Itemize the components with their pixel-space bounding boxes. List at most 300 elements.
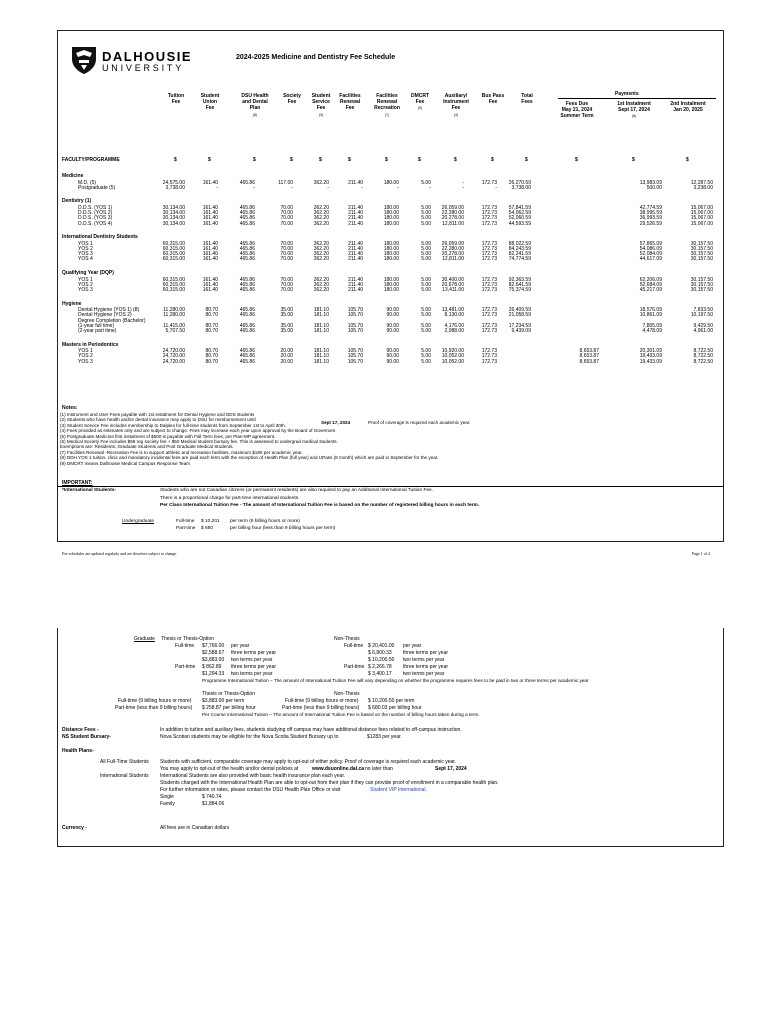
fee-cell: 465.86 [239, 312, 255, 319]
fee-cell: 465.86 [239, 179, 255, 186]
non-ft-label: Full-time [344, 643, 364, 649]
fee-cell: 70.00 [280, 215, 293, 222]
non-ft-amt-2: $ 10,200.50 [368, 657, 395, 663]
student-vip-link[interactable]: Student VIP International. [370, 787, 427, 793]
all-ft-line-2a: You may apply to opt-out of the health and/or dental policies at [160, 766, 299, 772]
fee-cell: 105.70 [347, 322, 363, 329]
intl-students-label: *International Students- [62, 488, 117, 493]
row-label: (2-year part time) [78, 327, 117, 334]
column-header-line: and Dental [242, 99, 268, 106]
column-header-line: Union [202, 99, 218, 106]
fee-cell: 465.86 [239, 348, 255, 355]
single-amount: $ 740.74 [202, 794, 222, 800]
fee-cell: 180.00 [383, 256, 399, 263]
fee-cell: 11,280.00 [163, 312, 185, 319]
fee-cell: 20.00 [280, 348, 293, 355]
fee-cell: 90.00 [386, 327, 399, 334]
fee-cell: 15,067.00 [690, 220, 713, 227]
fee-cell: 20,678.00 [441, 281, 464, 288]
pt9-amount: $ 258.87 per billing hour [202, 705, 256, 711]
fee-cell: 4,176.00 [444, 322, 464, 329]
thesis-pt-amt-0: $ 862.89 [202, 664, 222, 670]
section-title: Masters in Periodontics [62, 341, 119, 348]
fee-cell: 90.00 [386, 348, 399, 355]
fee-cell: 70.00 [280, 240, 293, 247]
fee-cell: 15,067.00 [690, 204, 713, 211]
fee-cell: 172.73 [481, 251, 497, 258]
all-ft-deadline: Sept 17, 2024 [435, 766, 467, 772]
fee-cell: 82,241.59 [508, 251, 531, 258]
nt-ft9-label: Full-time (9 billing hours or more) [285, 698, 359, 704]
fee-cell: 172.73 [481, 307, 497, 314]
fee-cell: - [216, 184, 218, 191]
row-label: YOS 1 [78, 276, 93, 283]
pt9-label: Part-time (less than 9 billing hours) [115, 705, 193, 711]
fee-cell: 82,641.59 [508, 281, 531, 288]
column-header-line: Plan [249, 105, 261, 112]
fee-cell: 161.40 [202, 210, 218, 217]
fee-cell: 161.40 [202, 240, 218, 247]
fee-cell: 180.00 [383, 220, 399, 227]
ft9-amount: $3,883.00 per term [202, 698, 245, 704]
column-header-line: 2nd Instalment [670, 101, 706, 107]
nt-pt9-label: Part-time (less than 9 billing hours) [282, 705, 360, 711]
fee-cell: 90.00 [386, 312, 399, 319]
fee-cell: 20,301.09 [639, 348, 662, 355]
column-header-line: Fee [171, 99, 181, 106]
fee-cell: 26,409.59 [508, 307, 531, 314]
fee-cell: 29,526.59 [639, 220, 662, 227]
row-label: YOS 3 [78, 251, 93, 258]
fee-cell: 22,280.00 [441, 210, 464, 217]
intl-line-1: Students who are not Canadian citizens (or permanent residents) are also required to pay an Additional International Tuition Fee. [160, 488, 434, 493]
fee-cell: 180.00 [383, 215, 399, 222]
thesis-pt-label: Part-time [175, 664, 196, 670]
fee-cell: 172.73 [481, 312, 497, 319]
column-header-line: Facilities [376, 93, 398, 99]
payments-header: Payments [615, 91, 639, 97]
fee-cell: - [495, 184, 497, 191]
fee-cell: 30,134.00 [162, 204, 185, 211]
fee-cell: 105.70 [347, 327, 363, 334]
fee-cell: - [253, 184, 255, 191]
fee-cell: 90.00 [386, 322, 399, 329]
currency-text: All fees are in Canadian dollars [160, 825, 230, 831]
fee-cell: 24,575.00 [162, 179, 185, 186]
dollar-sign-8: $ [454, 157, 457, 163]
fee-cell: 172.73 [481, 220, 497, 227]
note-line: (6) Medical Society Fee includes $59 reg society fee + $50 Medical student bursary fee. This is assessed to undergrad medical students. [60, 439, 338, 444]
fee-cell: 5,707.50 [165, 327, 185, 334]
fee-cell: 20.00 [280, 358, 293, 365]
fee-cell: 5.00 [421, 358, 431, 365]
fee-cell: 44,593.59 [508, 220, 531, 227]
non-ft-desc-0: per year [403, 643, 422, 649]
fee-cell: 11,280.00 [163, 307, 185, 314]
fee-cell: 5.00 [421, 276, 431, 283]
fee-cell: 465.86 [239, 256, 255, 263]
fee-cell: 172.73 [481, 210, 497, 217]
dsu-online-link[interactable]: www.dsuonline.dal.ca [312, 766, 365, 772]
fee-cell: 161.40 [202, 256, 218, 263]
fee-cell: 30,157.50 [690, 240, 713, 247]
row-label: D.D.S. (YOS 1) [78, 204, 113, 211]
fee-cell: 92,363.59 [508, 276, 531, 283]
column-header-line: Fees [521, 99, 533, 106]
fee-cell: 8,653.87 [579, 358, 599, 365]
fee-cell: - [397, 184, 399, 191]
fee-cell: 44,617.09 [639, 256, 662, 263]
fee-cell: 161.40 [202, 220, 218, 227]
undergrad-label: Undergraduate [122, 519, 155, 524]
row-label: YOS 1 [78, 348, 93, 355]
row-label: YOS 4 [78, 256, 93, 263]
fee-cell: 36,993.59 [639, 215, 662, 222]
fee-cell: 70.00 [280, 245, 293, 252]
fee-cell: 9,429.50 [693, 322, 713, 329]
fee-cell: 362.20 [313, 204, 329, 211]
ns-bursary-text: Nova Scotian students may be eligible for the Nova Scotia Student Bursary up to [160, 734, 339, 740]
footer-disclaimer: Fee schedules are updated regularly and are therefore subject to change. [62, 551, 178, 556]
fee-cell: 172.73 [481, 281, 497, 288]
thesis-ft-amt-0: $7,766.00 [202, 643, 225, 649]
intl-line-3: Per Class International Tuition Fee - The amount of International Tuition Fee is based on the number of registered billing hours in each term. [160, 503, 480, 508]
fee-cell: 172.73 [481, 245, 497, 252]
column-header-line: Instrument [443, 99, 469, 106]
fee-cell: 362.20 [313, 240, 329, 247]
section-title: Hygiene [62, 300, 82, 307]
row-label: M.D. (5) [78, 179, 97, 186]
fee-cell: 211.40 [348, 276, 363, 283]
fee-cell: 19,433.09 [639, 358, 662, 365]
important-divider [58, 486, 723, 487]
dollar-sign-2: $ [253, 157, 256, 163]
ft9-label: Full-time (9 billing hours or more) [118, 698, 192, 704]
fee-cell: 45,217.09 [639, 286, 662, 293]
fee-cell: 161.40 [202, 286, 218, 293]
non-pt-desc-0: three terms per year [403, 664, 449, 670]
dollar-sign-4: $ [319, 157, 322, 163]
fee-cell: 5.00 [421, 179, 431, 186]
fee-cell: 5.00 [421, 327, 431, 334]
fee-cell: 362.20 [313, 281, 329, 288]
row-label: (1-year full time) [78, 322, 115, 329]
fee-cell: 26,059.00 [441, 240, 464, 247]
fee-cell: 465.86 [239, 251, 255, 258]
note-line: (3) Student Service Fee includes membership to Dalplex for full-time students from September 1st to April 30th. [60, 422, 286, 428]
fee-cell: 24,720.00 [162, 358, 185, 365]
row-label: YOS 1 [78, 240, 93, 247]
fee-cell: 5.00 [421, 220, 431, 227]
fee-cell: 172.73 [481, 358, 497, 365]
undergrad-ft-amount: $ 10,201 [201, 519, 220, 524]
fee-cell: 30,400.00 [441, 276, 464, 283]
fee-cell: 211.40 [348, 220, 363, 227]
family-label: Family [160, 801, 175, 807]
fee-cell: 80.70 [205, 327, 218, 334]
fee-cell: 60,315.00 [162, 256, 185, 263]
fee-cell: 13,411.00 [442, 286, 464, 293]
fee-cell: 172.73 [481, 348, 497, 355]
fee-cell: 12,811.00 [442, 220, 464, 227]
fee-schedule-page-2 [57, 628, 724, 847]
fee-cell: 80.70 [205, 312, 218, 319]
nt-pt9-amount: $ 680.03 per billing hour [368, 705, 422, 711]
column-header-line: Recreation [374, 105, 400, 112]
fee-cell: 9,439.09 [511, 327, 531, 334]
fee-cell: 26,059.00 [441, 204, 464, 211]
fee-cell: 5.00 [421, 204, 431, 211]
fee-cell: 17,234.59 [508, 322, 531, 329]
fee-cell: 211.40 [348, 256, 363, 263]
fee-cell: 161.40 [202, 245, 218, 252]
undergrad-pt-amount: $ 680 [201, 526, 214, 531]
non-ft-desc-2: two terms per year [403, 657, 445, 663]
fee-cell: 172.73 [481, 204, 497, 211]
all-ft-students-label: All Full-Time Students [100, 759, 149, 765]
fee-cell: 70.00 [280, 286, 293, 293]
section-title: International Dentistry Students [62, 234, 138, 241]
column-header-line: Total [521, 93, 533, 99]
faculty-header: FACULTY/PROGRAMME [62, 157, 120, 163]
fee-cell: 74,774.59 [508, 256, 531, 263]
payments-underline [558, 98, 716, 99]
note2-date: Sept 17, 2024 [321, 420, 351, 425]
fee-cell: 5.00 [421, 240, 431, 247]
intl-students-label-2: International Students [100, 773, 149, 779]
all-ft-line-1: Students with sufficient, comparable coverage may apply to opt-out of either policy. Proof of coverage is required each academic year. [160, 759, 457, 765]
dollar-sign-0: $ [174, 157, 177, 163]
fee-cell: 30,157.50 [690, 245, 713, 252]
column-header-note: (4) [453, 112, 459, 117]
column-header-note: (3) [318, 112, 324, 117]
fee-cell: 161.40 [202, 276, 218, 283]
non-pt-amt-1: $ 3,400.17 [368, 671, 392, 677]
fee-cell: 105.70 [347, 307, 363, 314]
fee-cell: 465.86 [239, 276, 255, 283]
fee-cell: 80.70 [205, 348, 218, 355]
fee-cell: 180.00 [383, 286, 399, 293]
column-header-line: Fee [488, 99, 498, 106]
fee-cell: 4,961.00 [693, 327, 713, 334]
row-label: YOS 3 [78, 358, 93, 365]
section-title: Medicine [62, 173, 84, 179]
note-line: (4) Fees provided as estimates only and are subject to change. Fees may increase each year upon approval by the Board of Governors [60, 428, 336, 434]
column-header-13 [662, 101, 714, 113]
fee-cell: 30,157.50 [690, 286, 713, 293]
fee-cell: 465.86 [239, 281, 255, 288]
fee-cell: 2,088.00 [444, 327, 464, 334]
fee-cell: 5.00 [421, 281, 431, 288]
fee-cell: 10,861.09 [639, 312, 662, 319]
thesis-ft-desc-1: three terms per year [231, 650, 277, 656]
fee-cell: 24,720.00 [162, 348, 185, 355]
intl-health-line-1: International Students are also provided with basic health insurance plan each year. [160, 773, 346, 779]
fee-cell: 465.86 [239, 245, 255, 252]
intl-health-line-2: Students charged with the International Health Plan are able to opt-out from their plan if they can provide proof of enrollment in a comparable health plan. [160, 780, 499, 786]
fee-cell: 7,833.50 [693, 307, 713, 314]
fee-schedule-page-1 [57, 30, 724, 542]
fee-cell: 180.00 [383, 276, 399, 283]
fee-cell: 57,865.09 [639, 240, 662, 247]
fee-cell: - [462, 179, 464, 186]
fee-cell: 15,067.00 [690, 215, 713, 222]
fee-cell: 3,738.00 [511, 184, 531, 191]
fee-cell: 362.20 [313, 215, 329, 222]
dollar-sign-10: $ [525, 157, 528, 163]
fee-cell: 181.10 [313, 353, 329, 360]
fee-cell: 465.86 [239, 307, 255, 314]
fee-cell: 5.00 [421, 256, 431, 263]
fee-cell: 52,060.59 [508, 215, 531, 222]
fee-cell: 30,157.50 [690, 256, 713, 263]
column-header-line: Fees Due [565, 101, 589, 107]
column-header-note: (8) [252, 112, 258, 117]
fee-cell: 35.00 [280, 327, 293, 334]
health-plans-label: Health Plans- [62, 748, 94, 754]
footer-page-number: Page 1 of 2 [692, 551, 711, 556]
fee-cell: - [361, 184, 363, 191]
logo-wordmark: DALHOUSIE [102, 49, 193, 64]
fee-cell: 60,315.00 [162, 281, 185, 288]
note-line: (2) Students who have health and/or dental insurance may apply to DSU for reimbursement until [60, 417, 256, 423]
fee-cell: 362.20 [313, 220, 329, 227]
fee-cell: 5.00 [421, 353, 431, 360]
fee-cell: 60,315.00 [162, 251, 185, 258]
row-label: Dental Hygiene (YOS 1) (8) [78, 307, 140, 314]
dalhousie-shield-icon [70, 45, 98, 75]
thesis-ft-desc-2: two terms per year [231, 657, 273, 663]
thesis-ft-label: Full-time [175, 643, 195, 649]
undergrad-ft-desc: per term (9 billing hours or more) [230, 519, 300, 524]
non-pt-desc-1: two terms per year [403, 671, 445, 677]
section-title: Qualifying Year (DQP) [62, 270, 114, 276]
fee-cell: 7,805.09 [642, 322, 662, 329]
note-line: (7) Facilities Renewal -Recreation Fee is to support athletic and recreation facilities, maximum $180 per academic year. [60, 449, 303, 455]
undergrad-ft-label: Full-time [176, 519, 195, 524]
fee-cell: 70.00 [280, 204, 293, 211]
thesis-option-label-2: Thesis or Thesis-Option [202, 691, 255, 697]
dollar-sign-7: $ [418, 157, 421, 163]
fee-cell: 75,374.59 [508, 286, 531, 293]
dollar-sign-12: $ [632, 157, 635, 163]
fee-cell: 8,722.50 [693, 353, 713, 360]
column-header-line: Sept 17, 2024 [618, 107, 650, 114]
fee-cell: 105.70 [347, 312, 363, 319]
thesis-pt-desc-1: two terms per year [231, 671, 273, 677]
column-header-11 [551, 101, 603, 120]
non-pt-amt-0: $ 2,266.78 [368, 664, 392, 670]
column-header-line: Tuition [167, 93, 185, 99]
fee-cell: 52,084.09 [639, 251, 662, 258]
note2-extra: Proof of coverage is required each academic year. [368, 420, 471, 425]
fee-cell: 105.70 [347, 353, 363, 360]
intl-health-line-3: For further information or rates, please contact the DSU Health Plan Office or visit [160, 787, 341, 793]
dollar-sign-6: $ [385, 157, 388, 163]
intl-line-2: There is a proportional charge for part-time international students. [160, 496, 300, 501]
single-label: Single [160, 794, 174, 800]
non-ft-desc-1: three terms per year [403, 650, 449, 656]
fee-cell: 5.00 [421, 307, 431, 314]
note-line: (9) DMCRT means Dalhousie Medical Campus Response Team [60, 460, 190, 466]
fee-cell: 362.20 [313, 276, 329, 283]
fee-cell: 5.00 [421, 210, 431, 217]
fee-cell: 362.20 [313, 179, 329, 186]
fee-cell: 465.86 [239, 286, 255, 293]
row-label: D.D.S. (YOS 3) [78, 215, 113, 222]
column-header-line: Fee [316, 105, 326, 112]
thesis-option-label: Thesis or Thesis-Option [161, 636, 214, 642]
thesis-ft-desc-0: per year [231, 643, 250, 649]
fee-cell: 30,157.50 [690, 251, 713, 258]
fee-cell: 211.40 [348, 210, 363, 217]
fee-cell: 465.86 [239, 353, 255, 360]
row-label: YOS 2 [78, 281, 93, 288]
column-header-line: Jan 20, 2025 [673, 107, 703, 114]
fee-cell: 10,052.00 [441, 358, 464, 365]
column-header-line: Fee [415, 99, 425, 106]
fee-cell: 30,134.00 [162, 215, 185, 222]
fee-cell: 180.00 [383, 179, 399, 186]
section-title: Dentistry (1) [62, 198, 92, 205]
ns-bursary-amount: $1283 per year. [367, 734, 402, 740]
fee-cell: 161.40 [202, 215, 218, 222]
fee-cell: 362.20 [313, 256, 329, 263]
column-header-line: Fee [205, 105, 215, 112]
page-title: 2024-2025 Medicine and Dentistry Fee Schedule [236, 54, 396, 61]
fee-cell: 5.00 [421, 215, 431, 222]
fee-cell: 88,022.59 [508, 240, 531, 247]
fee-cell: 21,058.59 [508, 312, 531, 319]
fee-cell: 57,841.59 [508, 204, 531, 211]
thesis-ft-amt-1: $2,588.67 [202, 650, 225, 656]
fee-cell: 181.10 [313, 307, 329, 314]
fee-cell: - [462, 184, 464, 191]
important-label: IMPORTANT: [62, 480, 93, 486]
fee-cell: 84,243.59 [508, 245, 531, 252]
non-thesis-label-2: Non-Thesis [334, 691, 360, 697]
fee-cell: 35.00 [280, 312, 293, 319]
fee-cell: 42,774.59 [639, 204, 662, 211]
fee-cell: 13,481.00 [441, 307, 464, 314]
thesis-ft-amt-2: $3,883.00 [202, 657, 225, 663]
fee-cell: 465.86 [239, 204, 255, 211]
fee-cell: 211.40 [348, 281, 363, 288]
distance-fees-text: In addition to tuition and auxiliary fees, students studying off campus may have additional distance fees related to off-campus instruction. [160, 727, 462, 733]
row-label: Degree Completion (Bachelor) [78, 317, 146, 324]
fee-cell: 180.00 [383, 245, 399, 252]
fee-cell: 35.00 [280, 322, 293, 329]
note-line: (5) Postgraduate Medicine first instalment of $500 is payable with Fall Term fees, per Plan-MP agreement. [60, 433, 276, 439]
fee-cell: 362.20 [313, 286, 329, 293]
fee-cell: 24,720.00 [162, 353, 185, 360]
fee-cell: 8,653.87 [579, 353, 599, 360]
column-header-line: Auxiliary/ [444, 93, 468, 99]
column-header-note: (7) [384, 112, 390, 117]
fee-cell: 8,653.87 [579, 348, 599, 355]
thesis-pt-desc-0: three terms per year [231, 664, 277, 670]
fee-cell: 362.20 [313, 245, 329, 252]
fee-cell: 181.10 [313, 322, 329, 329]
fee-cell: 211.40 [348, 245, 363, 252]
non-pt-label: Part-time [344, 664, 365, 670]
fee-cell: 54,086.09 [639, 245, 662, 252]
fee-cell: 5.00 [421, 245, 431, 252]
column-header-line: 1st Instalment [617, 101, 651, 107]
row-label: YOS 2 [78, 353, 93, 360]
fee-cell: 60,315.00 [162, 240, 185, 247]
fee-cell: 211.40 [348, 204, 363, 211]
